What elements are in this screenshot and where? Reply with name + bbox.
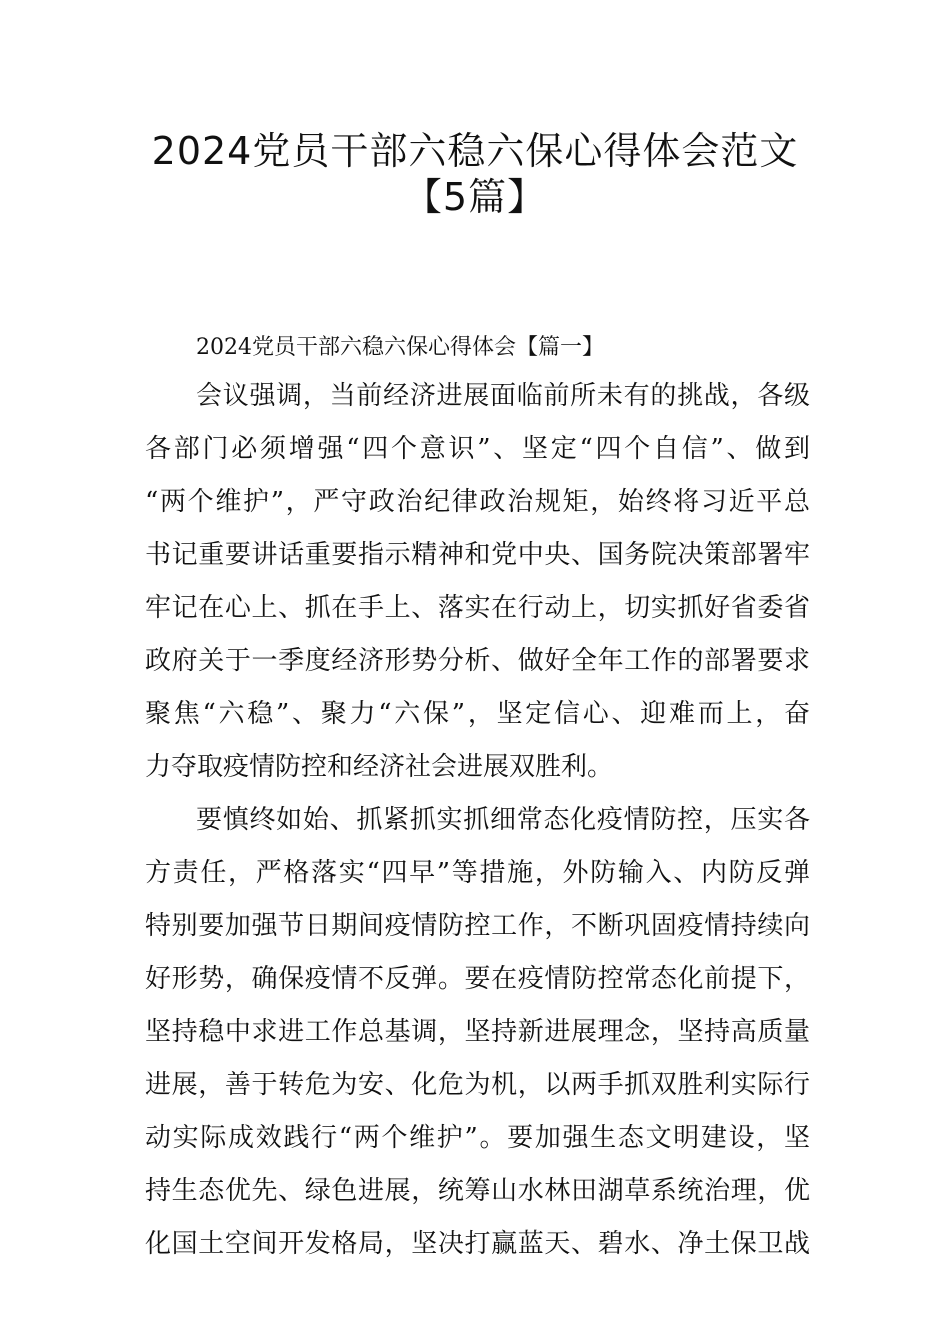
document-title-line-1: 2024党员干部六稳六保心得体会范文	[151, 129, 799, 173]
paragraph-2-line: 动实际成效践行“两个维护”。要加强生态文明建设，坚	[145, 1123, 810, 1153]
paragraph-2-line: 进展，善于转危为安、化危为机，以两手抓双胜利实际行	[145, 1070, 810, 1100]
paragraph-1-line: 力夺取疫情防控和经济社会进展双胜利。	[145, 752, 614, 782]
paragraph-1-line: 会议强调，当前经济进展面临前所未有的挑战，各级	[196, 381, 810, 411]
paragraph-2-line: 坚持稳中求进工作总基调，坚持新进展理念，坚持高质量	[145, 1017, 810, 1047]
paragraph-2-line: 化国土空间开发格局，坚决打赢蓝天、碧水、净土保卫战	[145, 1229, 810, 1259]
paragraph-2-line: 持生态优先、绿色进展，统筹山水林田湖草系统治理，优	[145, 1176, 810, 1206]
paragraph-1-line: 牢记在心上、抓在手上、落实在行动上，切实抓好省委省	[145, 593, 810, 623]
paragraph-2-line: 方责任，严格落实“四早”等措施，外防输入、内防反弹	[145, 858, 810, 888]
paragraph-2-line: 特别要加强节日期间疫情防控工作，不断巩固疫情持续向	[145, 911, 810, 941]
paragraph-2-line: 好形势，确保疫情不反弹。要在疫情防控常态化前提下，	[145, 964, 810, 994]
paragraph-1-line: “两个维护”，严守政治纪律政治规矩，始终将习近平总	[145, 487, 810, 517]
paragraph-1-line: 各部门必须增强“四个意识”、坚定“四个自信”、做到	[145, 434, 810, 464]
document-title-line-2: 【5篇】	[403, 175, 547, 219]
paragraph-2-line: 要慎终如始、抓紧抓实抓细常态化疫情防控，压实各	[196, 805, 810, 835]
paragraph-1-line: 书记重要讲话重要指示精神和党中央、国务院决策部署牢	[145, 540, 810, 570]
paragraph-1-line: 政府关于一季度经济形势分析、做好全年工作的部署要求	[145, 646, 810, 676]
paragraph-1-line: 聚焦“六稳”、聚力“六保”，坚定信心、迎难而上，奋	[145, 699, 810, 729]
section-heading: 2024党员干部六稳六保心得体会【篇一】	[196, 335, 604, 360]
